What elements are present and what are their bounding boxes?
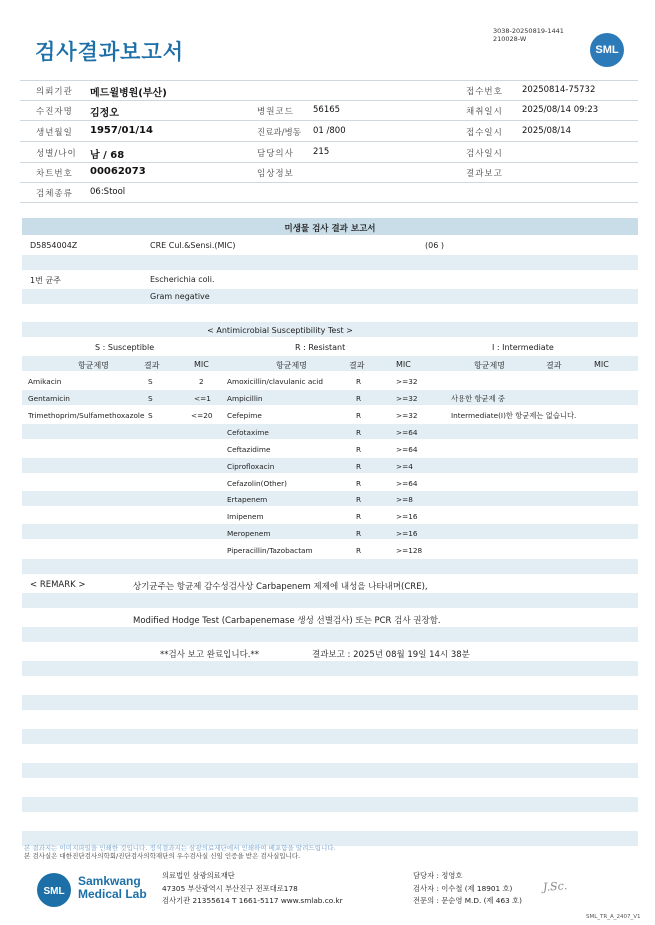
hospital-label: 의뢰기관 — [36, 87, 73, 97]
r-row-mic: >=32 — [396, 394, 418, 403]
remark-line-1: 상기균주는 항균제 감수성검사상 Carbapenem 제제에 내성을 나타내며(CRE), — [133, 582, 428, 592]
signature-image: J.Sc. — [542, 879, 568, 894]
svg-text:SML: SML — [43, 886, 65, 897]
r-row-result: R — [356, 394, 362, 403]
s-row-drug: Gentamicin — [28, 394, 70, 403]
group-susceptible: S : Susceptible — [95, 343, 155, 352]
r-row-result: R — [356, 495, 362, 504]
receipt-date-value: 2025/08/14 — [522, 126, 571, 136]
col-mic-r: MIC — [396, 360, 411, 369]
r-row-mic: >=32 — [396, 411, 418, 420]
r-row-drug: Cefotaxime — [227, 428, 269, 437]
r-row-mic: >=8 — [396, 495, 413, 504]
brand-line-1: Samkwang — [78, 874, 141, 888]
staff-specialist: 전문의 : 문순영 M.D. (제 463 호) — [413, 896, 522, 905]
r-row-drug: Piperacillin/Tazobactam — [227, 546, 313, 555]
report-label: 결과보고 — [466, 169, 503, 179]
organism-label: 1번 균주 — [30, 276, 61, 285]
s-row-drug: Amikacin — [28, 377, 62, 386]
r-row-drug: Ciprofloxacin — [227, 462, 275, 471]
sml-logo-icon: SML — [590, 33, 624, 67]
r-row-drug: Cefepime — [227, 411, 262, 420]
intermediate-note-2: Intermediate(I)한 항균제는 없습니다. — [451, 411, 577, 420]
test-specimen-code: (06 ) — [425, 241, 444, 250]
r-row-result: R — [356, 529, 362, 538]
r-row-mic: >=64 — [396, 445, 418, 454]
staff-tester: 검사자 : 이수철 (제 18901 호) — [413, 884, 513, 893]
notice-image-copy: 본 결과지는 이미지파일을 인쇄한 것입니다. 정식결과지는 삼광의료재단에서 인쇄하여 배포함을 알려드립니다. — [24, 844, 336, 852]
org-name: 의료법인 삼광의료재단 — [162, 871, 235, 880]
hospital-value: 메드윌병원(부산) — [90, 88, 167, 99]
r-row-drug: Ceftazidime — [227, 445, 271, 454]
r-row-result: R — [356, 377, 362, 386]
doc-id-line2: 210028-W — [493, 35, 527, 43]
r-row-drug: Ampicillin — [227, 394, 263, 403]
s-row-result: S — [148, 394, 153, 403]
report-time: 결과보고 : 2025년 08월 19일 14시 38분 — [312, 650, 470, 660]
r-row-result: R — [356, 445, 362, 454]
samkwang-logo-icon — [36, 872, 72, 908]
col-drug-i: 항균제명 — [474, 361, 505, 370]
r-row-mic: >=16 — [396, 529, 418, 538]
notice-certification: 본 검사실은 대한진단검사의학회/진단검사의학재단의 우수검사실 신임 인증을 받은 검사실입니다. — [24, 852, 301, 860]
group-intermediate: I : Intermediate — [492, 343, 554, 352]
s-row-drug: Trimethoprim/Sulfamethoxazole — [28, 411, 145, 420]
r-row-mic: >=64 — [396, 428, 418, 437]
doctor-value: 215 — [313, 147, 330, 157]
col-drug-r: 항균제명 — [276, 361, 307, 370]
s-row-result: S — [148, 377, 153, 386]
micro-section-title: 미생물 검사 결과 보고서 — [284, 224, 376, 234]
remark-label: < REMARK > — [30, 580, 86, 590]
clinical-label: 임상정보 — [257, 169, 294, 179]
r-row-result: R — [356, 512, 362, 521]
staff-manager: 담당자 : 정영호 — [413, 871, 463, 880]
s-row-mic: <=20 — [191, 411, 213, 420]
test-name: CRE Cul.&Sensi.(MIC) — [150, 241, 236, 250]
r-row-mic: >=64 — [396, 479, 418, 488]
r-row-result: R — [356, 428, 362, 437]
name-value: 김정오 — [90, 108, 119, 119]
r-row-mic: >=16 — [396, 512, 418, 521]
doctor-label: 담당의사 — [257, 149, 294, 159]
col-mic-s: MIC — [194, 360, 209, 369]
col-result-i: 결과 — [546, 361, 562, 370]
hospital-code-value: 56165 — [313, 105, 341, 115]
chart-label: 차트번호 — [36, 169, 73, 179]
r-row-drug: Cefazolin(Other) — [227, 479, 288, 488]
r-row-result: R — [356, 479, 362, 488]
form-code: SML_TR_A_2407_V1 — [586, 914, 641, 920]
s-row-mic: 2 — [199, 377, 204, 386]
org-address: 47305 부산광역시 부산진구 전포대로178 — [162, 884, 298, 893]
birth-label: 생년월일 — [36, 128, 73, 138]
sex-age-label: 성별/나이 — [36, 149, 77, 159]
receipt-date-label: 접수일시 — [466, 128, 503, 138]
brand-line-2: Medical Lab — [78, 887, 147, 901]
r-row-drug: Meropenem — [227, 529, 271, 538]
receipt-no-value: 20250814-75732 — [522, 85, 596, 95]
r-row-result: R — [356, 462, 362, 471]
brand-name — [78, 875, 147, 901]
remark-line-2: Modified Hodge Test (Carbapenemase 생성 선별검사) 또는 PCR 검사 권장함. — [133, 616, 441, 626]
report-title: 검사결과보고서 — [35, 40, 185, 64]
col-result-r: 결과 — [349, 361, 365, 370]
specimen-label: 검체종류 — [36, 189, 73, 199]
col-result-s: 결과 — [144, 361, 160, 370]
organism-name: Escherichia coli. — [150, 275, 215, 284]
intermediate-note-1: 사용한 항균제 중 — [451, 394, 505, 403]
ast-title: < Antimicrobial Susceptibility Test > — [207, 326, 353, 335]
r-row-mic: >=128 — [396, 546, 423, 555]
r-row-drug: Ertapenem — [227, 495, 268, 504]
gram-stain: Gram negative — [150, 292, 210, 301]
specimen-value: 06:Stool — [90, 187, 126, 197]
r-row-mic: >=32 — [396, 377, 418, 386]
test-date-label: 검사일시 — [466, 149, 503, 159]
org-contact: 검사기관 21355614 T 1661-5117 www.smlab.co.kr — [162, 896, 343, 905]
r-row-drug: Imipenem — [227, 512, 264, 521]
col-mic-i: MIC — [594, 360, 609, 369]
receipt-no-label: 접수번호 — [466, 87, 503, 97]
r-row-drug: Amoxicillin/clavulanic acid — [227, 377, 323, 386]
doc-id-line1: 3038-20250819-1441 — [493, 27, 564, 35]
chart-value: 00062073 — [90, 166, 146, 177]
r-row-mic: >=4 — [396, 462, 413, 471]
s-row-result: S — [148, 411, 153, 420]
dept-label: 진료과/병동 — [257, 128, 301, 138]
r-row-result: R — [356, 546, 362, 555]
birth-value: 1957/01/14 — [90, 125, 153, 136]
r-row-result: R — [356, 411, 362, 420]
dept-value: 01 /800 — [313, 126, 346, 136]
hospital-code-label: 병원코드 — [257, 107, 294, 117]
collect-date-label: 채취일시 — [466, 107, 503, 117]
report-complete: **검사 보고 완료입니다.** — [160, 650, 260, 660]
group-resistant: R : Resistant — [295, 343, 346, 352]
collect-date-value: 2025/08/14 09:23 — [522, 105, 599, 115]
s-row-mic: <=1 — [194, 394, 211, 403]
col-drug-s: 항균제명 — [78, 361, 109, 370]
test-code: D5854004Z — [30, 241, 78, 250]
name-label: 수진자명 — [36, 107, 73, 117]
document-id — [493, 27, 564, 43]
sex-age-value: 남 / 68 — [90, 150, 125, 161]
